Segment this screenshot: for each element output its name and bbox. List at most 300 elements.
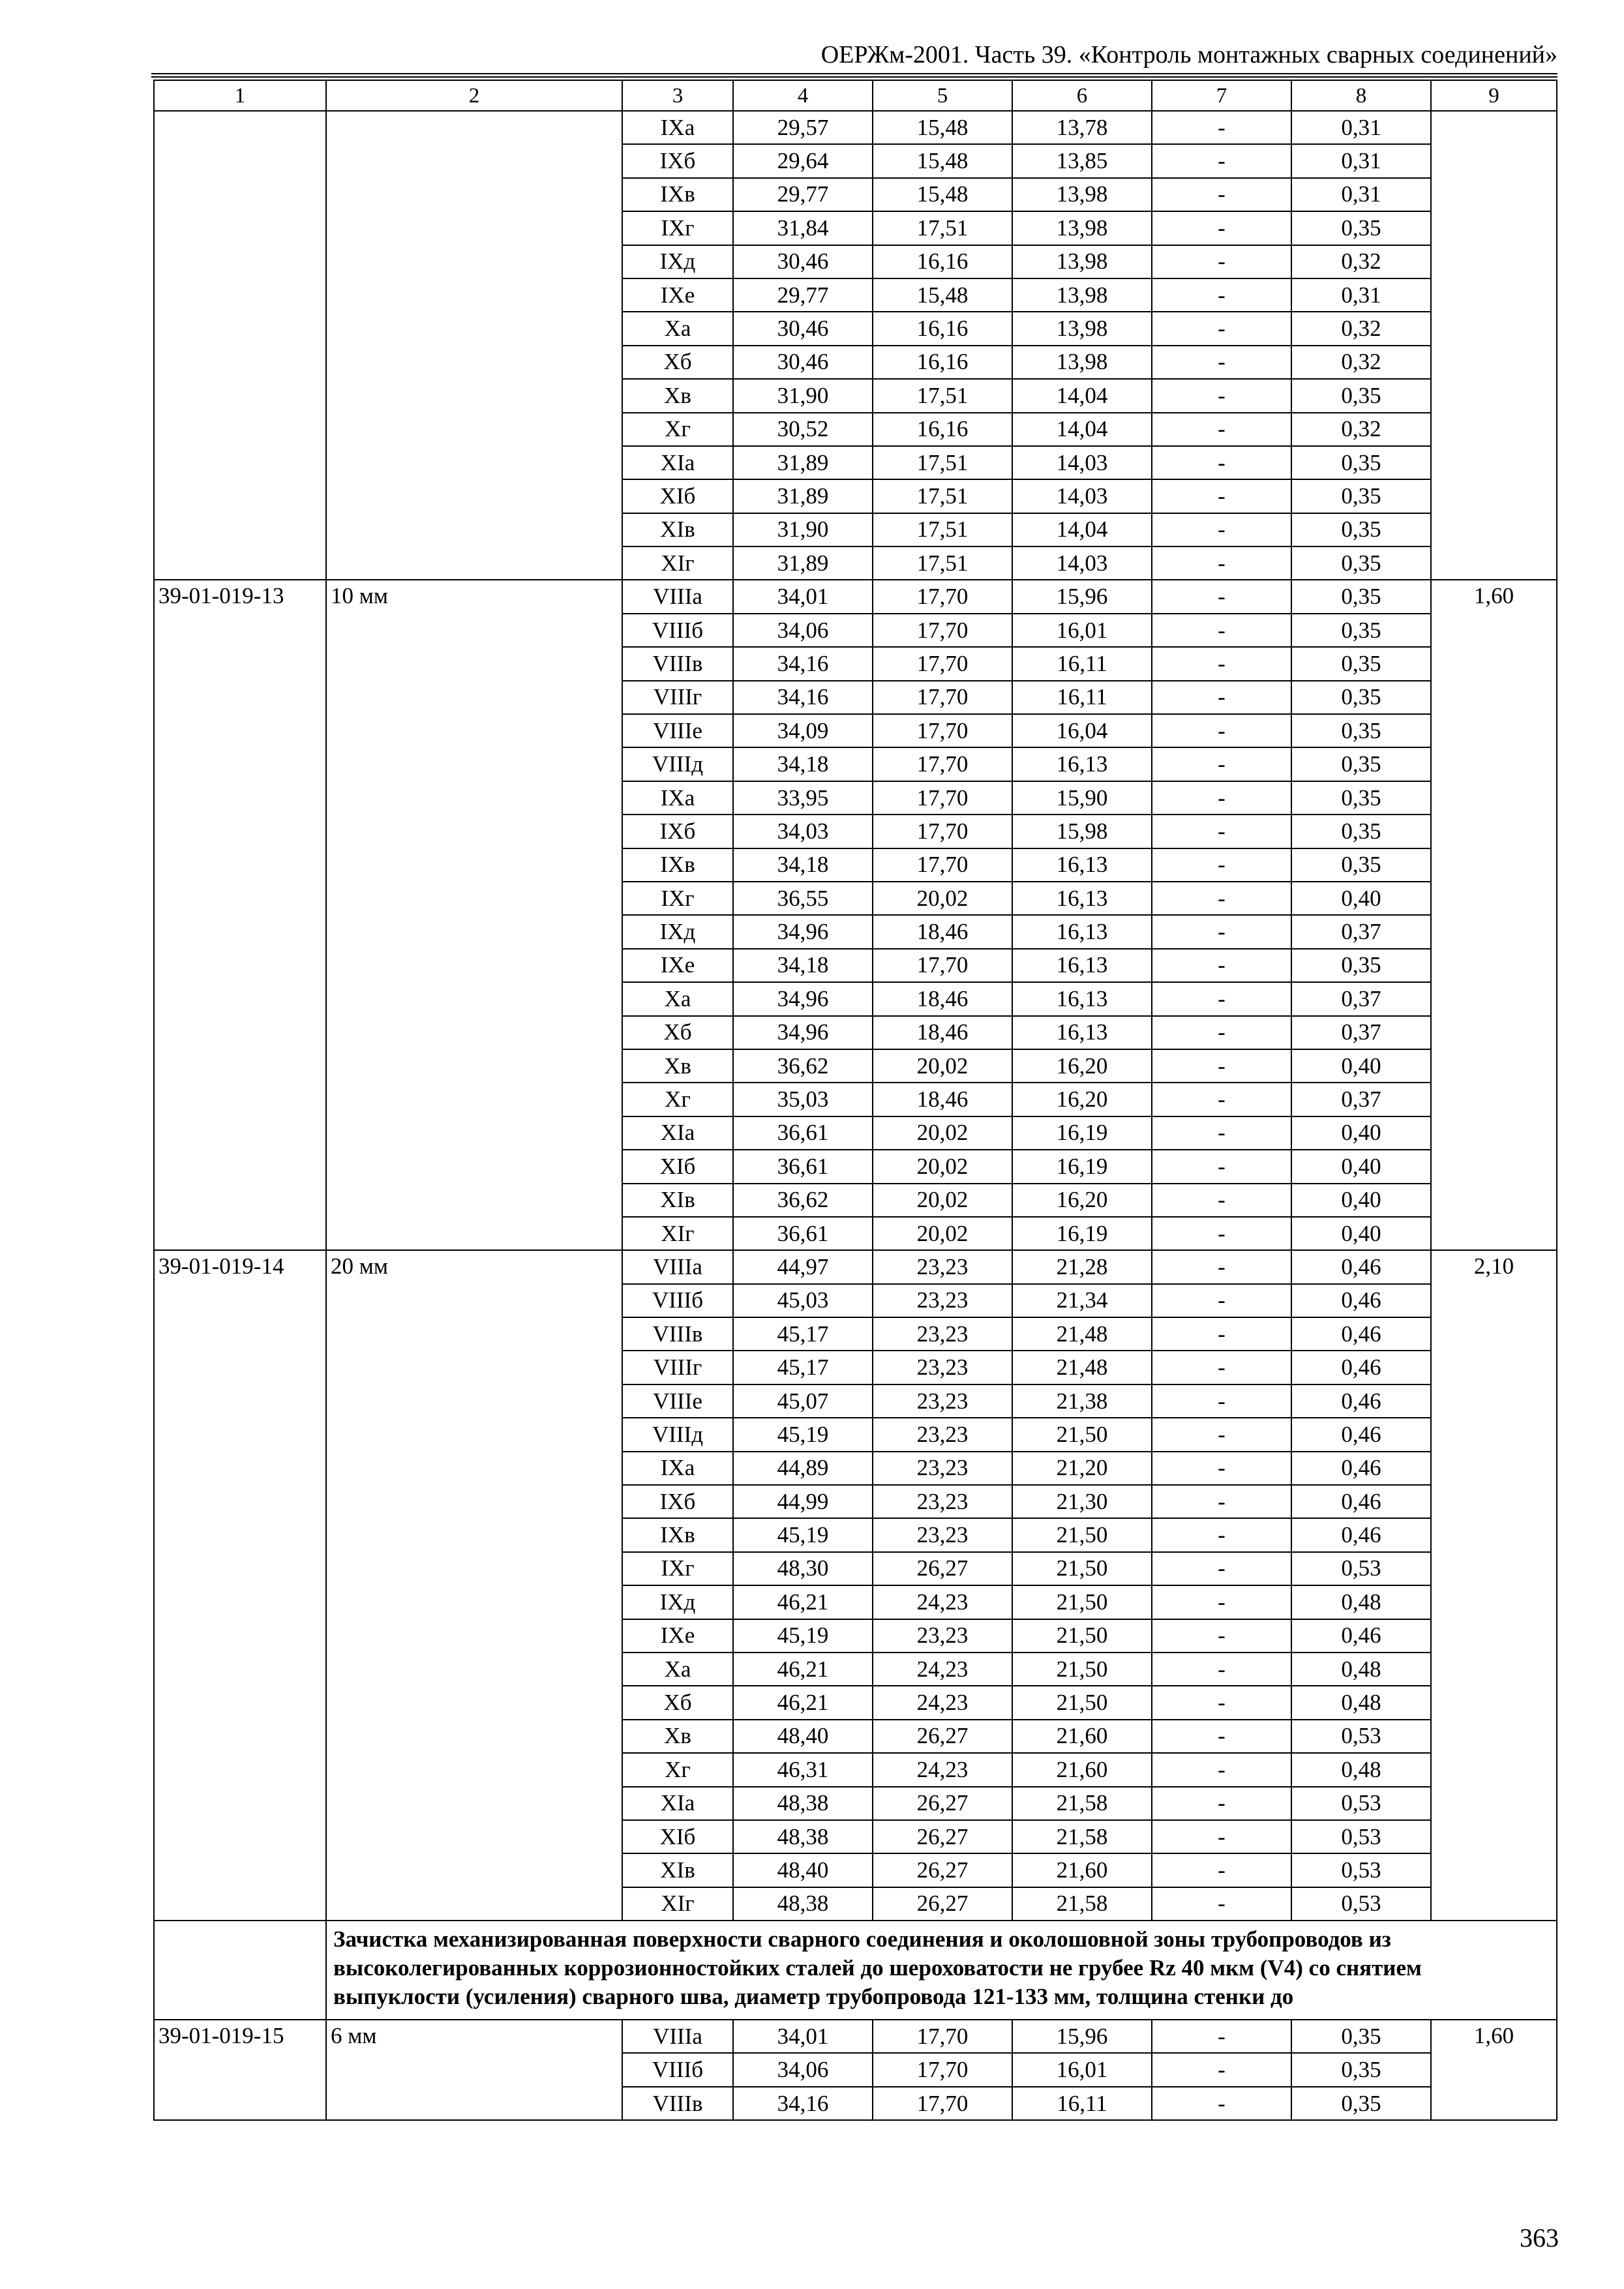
col6-cell: 16,13 [1012, 882, 1152, 915]
rate-code [154, 111, 326, 580]
header-rule-double [151, 76, 1557, 78]
col4-cell: 34,18 [733, 949, 873, 982]
col6-cell: 21,50 [1012, 1686, 1152, 1719]
col6-cell: 21,58 [1012, 1787, 1152, 1820]
col7-cell: - [1152, 2053, 1291, 2086]
col7-cell: - [1152, 714, 1291, 747]
col5-cell: 15,48 [873, 111, 1012, 144]
col7-cell: - [1152, 949, 1291, 982]
zone-cell: VIIIе [622, 1384, 733, 1418]
col4-cell: 34,09 [733, 714, 873, 747]
zone-cell: IXе [622, 1619, 733, 1653]
zone-cell: XIг [622, 1217, 733, 1250]
col6-cell: 21,50 [1012, 1619, 1152, 1653]
col7-cell: - [1152, 1518, 1291, 1551]
col8-cell: 0,53 [1291, 1820, 1431, 1853]
zone-cell: IXб [622, 1485, 733, 1518]
col4-cell: 44,99 [733, 1485, 873, 1518]
col4-cell: 44,97 [733, 1250, 873, 1283]
col8-cell: 0,48 [1291, 1585, 1431, 1619]
col8-cell: 0,46 [1291, 1452, 1431, 1485]
col7-cell: - [1152, 111, 1291, 144]
col8-cell: 0,40 [1291, 1217, 1431, 1250]
col5-cell: 17,51 [873, 379, 1012, 412]
col6-cell: 13,98 [1012, 211, 1152, 245]
col7-cell: - [1152, 1653, 1291, 1686]
col4-cell: 46,21 [733, 1653, 873, 1686]
col4-cell: 30,46 [733, 312, 873, 345]
col5-cell: 15,48 [873, 144, 1012, 177]
col6-cell: 16,11 [1012, 2087, 1152, 2120]
col7-cell: - [1152, 1686, 1291, 1719]
col4-cell: 33,95 [733, 781, 873, 815]
col5-cell: 20,02 [873, 1150, 1012, 1183]
col4-cell: 36,55 [733, 882, 873, 915]
column-number: 9 [1431, 80, 1557, 111]
col6-cell: 14,03 [1012, 479, 1152, 513]
col5-cell: 20,02 [873, 1049, 1012, 1083]
col4-cell: 48,38 [733, 1887, 873, 1921]
col7-cell: - [1152, 1384, 1291, 1418]
col8-cell: 0,53 [1291, 1787, 1431, 1820]
zone-cell: IXг [622, 211, 733, 245]
col6-cell: 21,50 [1012, 1653, 1152, 1686]
col6-cell: 21,34 [1012, 1284, 1152, 1317]
col6-cell: 16,13 [1012, 1016, 1152, 1049]
col7-cell: - [1152, 446, 1291, 479]
col8-cell: 0,35 [1291, 714, 1431, 747]
col6-cell: 13,98 [1012, 278, 1152, 312]
col7-cell: - [1152, 1853, 1291, 1887]
column-number: 2 [326, 80, 622, 111]
col4-cell: 30,46 [733, 245, 873, 278]
col7-cell: - [1152, 1820, 1291, 1853]
col6-cell: 14,03 [1012, 446, 1152, 479]
col6-cell: 21,20 [1012, 1452, 1152, 1485]
table-row [154, 1250, 1557, 1283]
col5-cell: 23,23 [873, 1485, 1012, 1518]
col4-cell: 45,19 [733, 1418, 873, 1451]
col4-cell: 48,40 [733, 1853, 873, 1887]
col8-cell: 0,35 [1291, 211, 1431, 245]
col7-cell: - [1152, 915, 1291, 948]
col7-cell: - [1152, 346, 1291, 379]
col5-cell: 17,70 [873, 681, 1012, 714]
col7-cell: - [1152, 1720, 1291, 1753]
col5-cell: 23,23 [873, 1452, 1012, 1485]
col8-cell: 0,40 [1291, 1150, 1431, 1183]
col4-cell: 36,61 [733, 1150, 873, 1183]
col8-cell: 0,35 [1291, 949, 1431, 982]
zone-cell: IXд [622, 915, 733, 948]
col8-cell: 0,35 [1291, 647, 1431, 680]
zone-cell: XIб [622, 1150, 733, 1183]
col7-cell: - [1152, 178, 1291, 211]
col8-cell: 0,37 [1291, 1083, 1431, 1116]
col7-cell: - [1152, 1887, 1291, 1921]
col8-cell: 0,31 [1291, 111, 1431, 144]
col4-cell: 36,62 [733, 1049, 873, 1083]
col4-cell: 34,16 [733, 2087, 873, 2120]
col7-cell: - [1152, 614, 1291, 647]
col4-cell: 30,52 [733, 413, 873, 446]
col7-cell: - [1152, 1552, 1291, 1585]
col6-cell: 16,20 [1012, 1184, 1152, 1217]
zone-cell: Xг [622, 413, 733, 446]
col7-cell: - [1152, 1083, 1291, 1116]
col4-cell: 31,89 [733, 479, 873, 513]
col5-cell: 23,23 [873, 1284, 1012, 1317]
col4-cell: 44,89 [733, 1452, 873, 1485]
col6-cell: 21,60 [1012, 1720, 1152, 1753]
col6-cell: 14,04 [1012, 513, 1152, 546]
zone-cell: VIIIа [622, 2020, 733, 2053]
col6-cell: 21,48 [1012, 1351, 1152, 1384]
col5-cell: 16,16 [873, 413, 1012, 446]
col4-cell: 46,21 [733, 1585, 873, 1619]
col7-cell: - [1152, 1418, 1291, 1451]
col6-cell: 16,01 [1012, 2053, 1152, 2086]
zone-cell: XIб [622, 479, 733, 513]
table-row [154, 111, 1557, 144]
col4-cell: 29,64 [733, 144, 873, 177]
zone-cell: XIа [622, 1787, 733, 1820]
col8-cell: 0,31 [1291, 144, 1431, 177]
col4-cell: 45,07 [733, 1384, 873, 1418]
col5-cell: 24,23 [873, 1686, 1012, 1719]
col7-cell: - [1152, 546, 1291, 580]
zone-cell: VIIIг [622, 681, 733, 714]
column-number-row [154, 80, 1557, 111]
col5-cell: 23,23 [873, 1317, 1012, 1351]
col7-cell: - [1152, 1317, 1291, 1351]
col8-cell: 0,35 [1291, 2053, 1431, 2086]
col8-cell: 0,32 [1291, 413, 1431, 446]
col6-cell: 16,13 [1012, 915, 1152, 948]
col4-cell: 31,89 [733, 546, 873, 580]
col5-cell: 26,27 [873, 1820, 1012, 1853]
col4-cell: 46,21 [733, 1686, 873, 1719]
col5-cell: 17,70 [873, 580, 1012, 613]
header-rule [151, 73, 1557, 74]
zone-cell: IXа [622, 111, 733, 144]
col7-cell: - [1152, 1585, 1291, 1619]
col4-cell: 34,96 [733, 915, 873, 948]
wall-thickness: 10 мм [326, 580, 622, 1250]
zone-cell: Xг [622, 1083, 733, 1116]
col8-cell: 0,40 [1291, 1184, 1431, 1217]
zone-cell: VIIIб [622, 614, 733, 647]
zone-cell: IXв [622, 1518, 733, 1551]
rate-code: 39-01-019-14 [154, 1250, 326, 1921]
zone-cell: IXв [622, 178, 733, 211]
rate-code: 39-01-019-13 [154, 580, 326, 1250]
col4-cell: 31,90 [733, 379, 873, 412]
col8-cell: 0,46 [1291, 1317, 1431, 1351]
col7-cell: - [1152, 1150, 1291, 1183]
col6-cell: 14,04 [1012, 413, 1152, 446]
col9-value: 2,10 [1431, 1250, 1557, 1921]
col6-cell: 21,48 [1012, 1317, 1152, 1351]
col8-cell: 0,35 [1291, 781, 1431, 815]
col6-cell: 16,19 [1012, 1150, 1152, 1183]
col5-cell: 16,16 [873, 245, 1012, 278]
zone-cell: VIIIа [622, 580, 733, 613]
zone-cell: XIа [622, 446, 733, 479]
zone-cell: XIа [622, 1116, 733, 1150]
zone-cell: IXд [622, 245, 733, 278]
col5-cell: 20,02 [873, 1217, 1012, 1250]
zone-cell: Xа [622, 312, 733, 345]
col8-cell: 0,46 [1291, 1485, 1431, 1518]
col8-cell: 0,37 [1291, 982, 1431, 1015]
col4-cell: 31,89 [733, 446, 873, 479]
col5-cell: 17,70 [873, 747, 1012, 781]
col8-cell: 0,31 [1291, 178, 1431, 211]
col6-cell: 21,38 [1012, 1384, 1152, 1418]
col5-cell: 17,70 [873, 949, 1012, 982]
rates-table [153, 80, 1557, 2121]
col5-cell: 17,70 [873, 2020, 1012, 2053]
col6-cell: 13,98 [1012, 312, 1152, 345]
wall-thickness: 6 мм [326, 2020, 622, 2120]
col6-cell: 21,58 [1012, 1820, 1152, 1853]
col8-cell: 0,46 [1291, 1619, 1431, 1653]
zone-cell: IXа [622, 781, 733, 815]
col4-cell: 34,01 [733, 580, 873, 613]
col4-cell: 48,30 [733, 1552, 873, 1585]
col4-cell: 45,19 [733, 1518, 873, 1551]
col5-cell: 17,51 [873, 479, 1012, 513]
running-header: ОЕРЖм-2001. Часть 39. «Контроль монтажных сварных соединений» [820, 41, 1557, 68]
col7-cell: - [1152, 781, 1291, 815]
col7-cell: - [1152, 982, 1291, 1015]
col7-cell: - [1152, 245, 1291, 278]
col6-cell: 15,98 [1012, 815, 1152, 848]
col8-cell: 0,35 [1291, 848, 1431, 882]
col7-cell: - [1152, 278, 1291, 312]
col8-cell: 0,37 [1291, 915, 1431, 948]
column-number: 1 [154, 80, 326, 111]
col4-cell: 36,61 [733, 1217, 873, 1250]
col5-cell: 17,70 [873, 2053, 1012, 2086]
col4-cell: 29,77 [733, 178, 873, 211]
col7-cell: - [1152, 1116, 1291, 1150]
col5-cell: 17,51 [873, 446, 1012, 479]
col7-cell: - [1152, 144, 1291, 177]
col4-cell: 35,03 [733, 1083, 873, 1116]
zone-cell: XIб [622, 1820, 733, 1853]
column-number: 6 [1012, 80, 1152, 111]
column-number: 5 [873, 80, 1012, 111]
col9-value [1431, 111, 1557, 580]
section-description-row [154, 1921, 1557, 2020]
col4-cell: 29,77 [733, 278, 873, 312]
col6-cell: 21,58 [1012, 1887, 1152, 1921]
col7-cell: - [1152, 1217, 1291, 1250]
col8-cell: 0,35 [1291, 815, 1431, 848]
col8-cell: 0,40 [1291, 1049, 1431, 1083]
col4-cell: 48,38 [733, 1787, 873, 1820]
col8-cell: 0,53 [1291, 1720, 1431, 1753]
zone-cell: VIIIв [622, 647, 733, 680]
col7-cell: - [1152, 1619, 1291, 1653]
col6-cell: 13,78 [1012, 111, 1152, 144]
rate-code: 39-01-019-15 [154, 2020, 326, 2120]
col6-cell: 13,98 [1012, 178, 1152, 211]
col7-cell: - [1152, 312, 1291, 345]
col4-cell: 30,46 [733, 346, 873, 379]
col4-cell: 46,31 [733, 1753, 873, 1786]
col8-cell: 0,35 [1291, 479, 1431, 513]
zone-cell: IXа [622, 1452, 733, 1485]
col7-cell: - [1152, 211, 1291, 245]
zone-cell: Xв [622, 1720, 733, 1753]
col7-cell: - [1152, 413, 1291, 446]
col5-cell: 18,46 [873, 1083, 1012, 1116]
col7-cell: - [1152, 1753, 1291, 1786]
col5-cell: 23,23 [873, 1384, 1012, 1418]
wall-thickness [326, 111, 622, 580]
col8-cell: 0,53 [1291, 1887, 1431, 1921]
col7-cell: - [1152, 681, 1291, 714]
col5-cell: 26,27 [873, 1887, 1012, 1921]
col4-cell: 36,62 [733, 1184, 873, 1217]
col4-cell: 45,19 [733, 1619, 873, 1653]
col5-cell: 18,46 [873, 1016, 1012, 1049]
col8-cell: 0,35 [1291, 681, 1431, 714]
zone-cell: IXг [622, 1552, 733, 1585]
column-number: 8 [1291, 80, 1431, 111]
col5-cell: 15,48 [873, 278, 1012, 312]
col8-cell: 0,35 [1291, 546, 1431, 580]
col7-cell: - [1152, 580, 1291, 613]
col8-cell: 0,48 [1291, 1686, 1431, 1719]
col5-cell: 16,16 [873, 346, 1012, 379]
zone-cell: VIIIв [622, 1317, 733, 1351]
zone-cell: Xа [622, 1653, 733, 1686]
zone-cell: VIIIд [622, 747, 733, 781]
col6-cell: 16,13 [1012, 747, 1152, 781]
col6-cell: 16,20 [1012, 1083, 1152, 1116]
col4-cell: 48,40 [733, 1720, 873, 1753]
col4-cell: 34,16 [733, 681, 873, 714]
page-number: 363 [1520, 2223, 1559, 2252]
col4-cell: 45,03 [733, 1284, 873, 1317]
col4-cell: 29,57 [733, 111, 873, 144]
col4-cell: 34,96 [733, 982, 873, 1015]
col8-cell: 0,48 [1291, 1753, 1431, 1786]
col7-cell: - [1152, 1049, 1291, 1083]
col5-cell: 23,23 [873, 1351, 1012, 1384]
col5-cell: 18,46 [873, 982, 1012, 1015]
col7-cell: - [1152, 815, 1291, 848]
col7-cell: - [1152, 479, 1291, 513]
col6-cell: 14,03 [1012, 546, 1152, 580]
col5-cell: 26,27 [873, 1787, 1012, 1820]
col6-cell: 15,96 [1012, 2020, 1152, 2053]
col5-cell: 17,70 [873, 647, 1012, 680]
zone-cell: XIг [622, 546, 733, 580]
col7-cell: - [1152, 513, 1291, 546]
description-blank-cell [154, 1921, 326, 2020]
col5-cell: 24,23 [873, 1653, 1012, 1686]
col5-cell: 17,70 [873, 2087, 1012, 2120]
col7-cell: - [1152, 1351, 1291, 1384]
zone-cell: IXе [622, 278, 733, 312]
col6-cell: 13,98 [1012, 346, 1152, 379]
col8-cell: 0,35 [1291, 747, 1431, 781]
column-number: 7 [1152, 80, 1291, 111]
col8-cell: 0,32 [1291, 245, 1431, 278]
col4-cell: 31,84 [733, 211, 873, 245]
col5-cell: 15,48 [873, 178, 1012, 211]
col5-cell: 17,51 [873, 211, 1012, 245]
col4-cell: 48,38 [733, 1820, 873, 1853]
col4-cell: 34,18 [733, 747, 873, 781]
table-row [154, 580, 1557, 613]
col6-cell: 16,13 [1012, 949, 1152, 982]
zone-cell: Xа [622, 982, 733, 1015]
col5-cell: 17,70 [873, 815, 1012, 848]
zone-cell: VIIIд [622, 1418, 733, 1451]
col5-cell: 17,70 [873, 848, 1012, 882]
zone-cell: XIв [622, 513, 733, 546]
zone-cell: VIIIе [622, 714, 733, 747]
col8-cell: 0,35 [1291, 580, 1431, 613]
col5-cell: 16,16 [873, 312, 1012, 345]
col5-cell: 26,27 [873, 1853, 1012, 1887]
col5-cell: 20,02 [873, 1116, 1012, 1150]
col6-cell: 21,60 [1012, 1853, 1152, 1887]
col4-cell: 34,96 [733, 1016, 873, 1049]
col9-value: 1,60 [1431, 2020, 1557, 2120]
zone-cell: IXб [622, 144, 733, 177]
col4-cell: 34,06 [733, 2053, 873, 2086]
col4-cell: 34,03 [733, 815, 873, 848]
col6-cell: 16,04 [1012, 714, 1152, 747]
col5-cell: 17,51 [873, 546, 1012, 580]
zone-cell: IXе [622, 949, 733, 982]
col5-cell: 23,23 [873, 1518, 1012, 1551]
col8-cell: 0,40 [1291, 882, 1431, 915]
zone-cell: IXд [622, 1585, 733, 1619]
col8-cell: 0,35 [1291, 614, 1431, 647]
col8-cell: 0,32 [1291, 312, 1431, 345]
col4-cell: 34,16 [733, 647, 873, 680]
zone-cell: Xв [622, 1049, 733, 1083]
col4-cell: 31,90 [733, 513, 873, 546]
zone-cell: XIв [622, 1853, 733, 1887]
zone-cell: VIIIа [622, 1250, 733, 1283]
col5-cell: 26,27 [873, 1552, 1012, 1585]
col7-cell: - [1152, 1787, 1291, 1820]
col8-cell: 0,46 [1291, 1284, 1431, 1317]
col8-cell: 0,35 [1291, 446, 1431, 479]
zone-cell: Xг [622, 1753, 733, 1786]
col6-cell: 21,50 [1012, 1552, 1152, 1585]
col8-cell: 0,35 [1291, 2087, 1431, 2120]
col6-cell: 16,20 [1012, 1049, 1152, 1083]
col6-cell: 14,04 [1012, 379, 1152, 412]
col8-cell: 0,35 [1291, 2020, 1431, 2053]
col6-cell: 15,90 [1012, 781, 1152, 815]
column-number: 3 [622, 80, 733, 111]
zone-cell: IXг [622, 882, 733, 915]
col5-cell: 17,51 [873, 513, 1012, 546]
col8-cell: 0,46 [1291, 1418, 1431, 1451]
col8-cell: 0,53 [1291, 1552, 1431, 1585]
